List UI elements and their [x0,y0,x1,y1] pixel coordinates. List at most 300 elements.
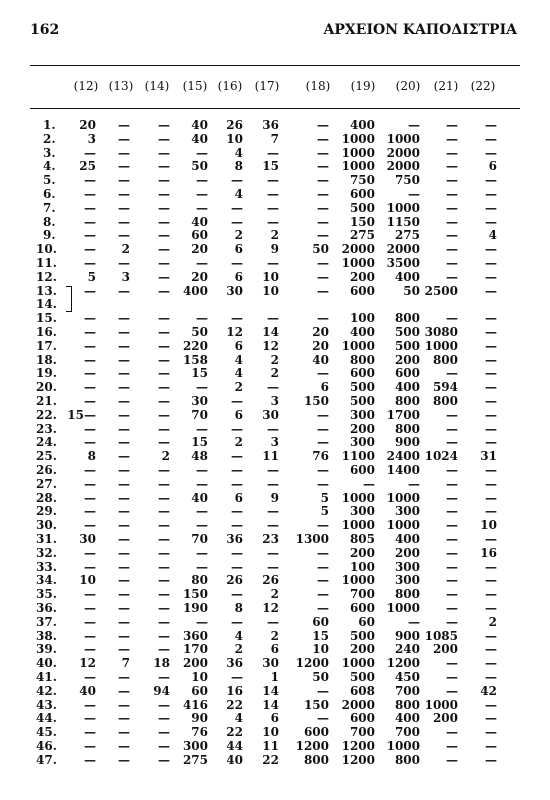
table-cell: 15 [191,366,208,381]
table-cell: — [118,559,130,574]
table-cell: 2 [234,435,243,450]
table-cell: — [317,145,329,160]
table-cell: — [485,697,497,712]
table-cell: 40 [312,352,329,367]
table-cell: 40 [79,683,96,698]
table-cell: 1000 [386,200,420,215]
table-cell: — [317,269,329,284]
table-cell: 6 [234,407,243,422]
table-cell: — [446,366,458,381]
table-cell: — [84,145,96,160]
table-cell: — [485,642,497,657]
table-cell: — [317,545,329,560]
table-cell: — [231,476,243,491]
table-cell: — [158,435,170,450]
table-cell: 12 [262,338,279,353]
table-cell: 158 [182,352,208,367]
table-cell: — [267,145,279,160]
table-cell: 30 [262,407,279,422]
table-cell: 2 [234,228,243,243]
table-cell: — [408,118,420,132]
table-cell: — [267,214,279,229]
row-label: 28. [36,490,57,505]
table-cell: — [118,131,130,146]
table-cell: 400 [349,325,375,339]
row-label: 39. [36,642,57,657]
table-cell: — [485,118,497,132]
table-cell: 2 [270,228,279,243]
table-cell: 300 [394,504,420,519]
column-header: (13) [108,79,134,93]
table-cell: 40 [226,752,243,767]
table-cell: 6 [234,269,243,284]
table-cell: 6 [320,380,329,395]
table-cell: — [118,670,130,684]
table-cell: 2000 [386,242,420,257]
table-cell: — [118,683,130,698]
table-cell: — [231,504,243,519]
table-cell: 2000 [386,145,420,160]
table-cell: 10 [79,573,96,588]
table-cell: — [84,587,96,602]
table-cell: — [231,449,243,464]
table-cell: — [485,338,497,353]
table-cell: — [196,559,208,574]
table-cell: — [267,256,279,270]
table-cell: — [317,214,329,229]
table-cell: — [84,711,96,726]
table-cell: 6 [234,338,243,353]
table-cell: — [231,587,243,602]
row-label: 31. [36,532,57,546]
table-cell: — [196,145,208,160]
table-cell: — [317,435,329,450]
row-label: 34. [36,573,57,588]
table-cell: — [485,311,497,326]
table-cell: — [84,394,96,408]
row-bracket [66,286,72,313]
table-cell: 4 [234,352,243,367]
table-cell: — [485,711,497,726]
table-cell: 800 [394,421,420,436]
table-cell: — [485,476,497,491]
row-label: 17. [36,338,57,353]
table-cell: — [485,187,497,201]
table-cell: — [446,587,458,602]
table-cell: — [446,407,458,422]
table-cell: 14 [262,697,279,712]
table-cell: 23 [262,532,279,546]
table-cell: 2000 [341,697,375,712]
table-cell: 700 [349,725,375,740]
table-cell: 190 [182,601,208,615]
table-cell: — [158,490,170,505]
table-cell: 9 [270,490,279,505]
table-cell: — [267,187,279,201]
table-cell: 36 [262,118,279,132]
row-label: 45. [36,725,57,740]
table-cell: 50 [191,159,208,174]
table-cell: — [84,380,96,395]
table-cell: — [317,131,329,146]
table-cell: 600 [349,463,375,477]
table-cell: 1200 [341,739,375,753]
table-cell: 3 [270,435,279,450]
table-cell: — [317,311,329,326]
table-cell: — [485,242,497,257]
table-cell: 16 [226,683,243,698]
table-cell: — [267,380,279,395]
table-cell: 94 [153,683,170,698]
row-label: 33. [36,559,57,574]
table-cell: 200 [349,269,375,284]
table-cell: — [158,256,170,270]
table-cell: 1000 [424,338,458,353]
table-cell: 26 [226,573,243,588]
table-cell: — [446,187,458,201]
table-cell: — [158,394,170,408]
table-cell: — [84,559,96,574]
table-cell: 40 [191,118,208,132]
table-cell: 150 [303,697,329,712]
table-cell: 3080 [424,325,458,339]
table-cell: — [118,159,130,174]
row-label: 25. [36,449,57,464]
table-cell: — [84,518,96,533]
row-label: 9. [43,228,56,243]
table-cell: — [158,407,170,422]
table-cell: 1200 [386,656,420,671]
table-cell: 1000 [386,490,420,505]
table-cell: — [84,352,96,367]
table-cell: — [158,421,170,436]
table-cell: — [317,518,329,533]
table-cell: — [231,311,243,326]
table-cell: — [118,739,130,753]
row-label: 4. [43,159,56,174]
table-cell: — [118,407,130,422]
table-cell: 600 [349,601,375,615]
table-cell: 1000 [424,697,458,712]
table-cell: — [84,670,96,684]
table-cell: — [485,752,497,767]
table-cell: — [118,256,130,270]
table-cell: — [118,352,130,367]
table-cell: 10 [191,670,208,684]
table-cell: 5 [320,504,329,519]
table-cell: — [158,697,170,712]
table-cell: — [118,642,130,657]
column-header: (16) [217,79,243,93]
table-cell: 10 [262,725,279,740]
table-cell: 9 [270,242,279,257]
table-cell: — [485,739,497,753]
row-label: 15. [36,311,57,326]
table-cell: — [158,214,170,229]
table-cell: — [196,187,208,201]
table-cell: 12 [79,656,96,671]
row-label: 16. [36,325,57,339]
row-label: 36. [36,601,57,615]
table-cell: — [446,656,458,671]
table-cell: — [446,242,458,257]
table-cell: — [446,118,458,132]
row-label: 35. [36,587,57,602]
table-cell: 60 [312,614,329,629]
table-cell: — [118,449,130,464]
table-cell: — [446,228,458,243]
table-cell: — [231,463,243,477]
table-cell: — [317,559,329,574]
table-cell: — [196,504,208,519]
table-cell: 8 [234,601,243,615]
table-cell: — [158,338,170,353]
table-cell: 3 [87,131,96,146]
table-cell: 400 [394,532,420,546]
table-cell: 5 [320,490,329,505]
table-cell: — [118,725,130,740]
table-cell: — [158,352,170,367]
table-cell: 400 [394,380,420,395]
table-cell: 900 [394,628,420,643]
table-cell: — [158,145,170,160]
table-cell: — [84,435,96,450]
table-cell: — [158,559,170,574]
table-cell: 10 [480,518,497,533]
table-cell: — [84,311,96,326]
table-cell: — [196,614,208,629]
table-cell: — [446,532,458,546]
table-cell: 500 [394,325,420,339]
table-cell: 20 [191,242,208,257]
table-cell: — [118,463,130,477]
table-cell: 80 [191,573,208,588]
table-cell: — [158,545,170,560]
table-cell: — [267,614,279,629]
table-cell: — [84,504,96,519]
table-cell: — [158,711,170,726]
table-cell: — [196,518,208,533]
table-cell: 2 [270,628,279,643]
table-cell: 10 [312,642,329,657]
table-cell: — [158,131,170,146]
table-cell: — [231,670,243,684]
page-title: ΑΡΧΕΙΟΝ ΚΑΠΟΔΙΣΤΡΙΑ [323,22,517,38]
table-cell: — [158,739,170,753]
table-cell: 500 [394,338,420,353]
table-cell: — [446,421,458,436]
table-cell: 5 [87,269,96,284]
table-cell: — [446,752,458,767]
table-cell: — [84,366,96,381]
table-cell: — [118,118,130,132]
table-cell: — [158,601,170,615]
table-cell: 6 [234,242,243,257]
table-cell: — [485,269,497,284]
table-cell: — [267,504,279,519]
table-cell: 6 [270,711,279,726]
table-cell: 1000 [341,656,375,671]
table-cell: 200 [349,421,375,436]
table-cell: — [446,545,458,560]
table-cell: — [84,338,96,353]
table-cell: 25 [79,159,96,174]
table-cell: — [317,421,329,436]
table-cell: — [446,683,458,698]
column-header: (20) [395,79,421,93]
table-cell: 11 [262,449,279,464]
row-label: 37. [36,614,57,629]
table-cell: 360 [182,628,208,643]
table-cell: — [158,366,170,381]
table-cell: 6 [270,642,279,657]
table-cell: — [118,614,130,629]
table-cell: — [446,214,458,229]
column-header: (17) [254,79,280,93]
table-cell: 6 [234,490,243,505]
table-cell: — [317,366,329,381]
table-cell: 800 [394,587,420,602]
table-cell: — [485,532,497,546]
table-cell: 800 [394,311,420,326]
table-cell: 3500 [386,256,420,270]
table-cell: — [408,614,420,629]
row-label: 7. [43,200,56,215]
table-cell: 1200 [295,739,329,753]
table-cell: 30 [226,283,243,298]
table-cell: — [84,214,96,229]
table-cell: — [446,670,458,684]
table-cell: — [485,173,497,188]
row-label: 10. [36,242,57,257]
table-cell: 1000 [386,739,420,753]
table-cell: 15 [312,628,329,643]
table-cell: — [408,476,420,491]
table-cell: — [118,711,130,726]
table-cell: 800 [303,752,329,767]
table-cell: 60 [191,683,208,698]
table-cell: — [485,490,497,505]
table-cell: 800 [432,394,458,408]
table-cell: 600 [349,283,375,298]
row-label: 41. [36,670,57,684]
table-cell: — [84,614,96,629]
table-cell: — [84,545,96,560]
table-cell: 7 [270,131,279,146]
table-cell: 700 [394,725,420,740]
table-cell: — [267,545,279,560]
table-cell: — [84,697,96,712]
table-cell: — [196,421,208,436]
table-cell: — [158,159,170,174]
table-cell: 1000 [341,256,375,270]
table-cell: 220 [182,338,208,353]
table-cell: 2 [488,614,497,629]
table-cell: — [84,752,96,767]
table-cell: 500 [349,200,375,215]
table-cell: — [158,642,170,657]
table-cell: — [196,256,208,270]
row-label: 44. [36,711,57,726]
table-cell: — [84,463,96,477]
row-label: 42. [36,683,57,698]
table-cell: 200 [394,352,420,367]
table-cell: — [158,725,170,740]
table-cell: 2400 [386,449,420,464]
table-cell: — [196,200,208,215]
table-cell: — [485,407,497,422]
table-cell: — [84,642,96,657]
table-cell: 800 [349,352,375,367]
table-cell: — [158,463,170,477]
table-cell: 6 [488,159,497,174]
table-cell: 10 [262,283,279,298]
table-cell: — [158,504,170,519]
row-label: 47. [36,752,57,767]
table-cell: — [118,532,130,546]
table-cell: 1200 [295,656,329,671]
table-cell: — [267,559,279,574]
table-cell: 750 [349,173,375,188]
table-cell: — [158,587,170,602]
table-cell: 60 [191,228,208,243]
table-cell: 800 [394,697,420,712]
table-cell: 1000 [341,145,375,160]
table-cell: 14 [262,325,279,339]
table-cell: — [363,476,375,491]
table-cell: — [446,131,458,146]
table-cell: 1000 [341,159,375,174]
table-cell: — [317,683,329,698]
column-header: (12) [73,79,99,93]
table-cell: 70 [191,407,208,422]
table-cell: 16 [480,545,497,560]
table-cell: — [446,573,458,588]
table-cell: 240 [394,642,420,657]
row-label: 2. [43,131,56,146]
table-cell: — [158,325,170,339]
table-cell: 30 [191,394,208,408]
table-cell: 4 [234,628,243,643]
table-cell: — [485,352,497,367]
row-label: 1. [43,118,56,132]
table-cell: 400 [394,711,420,726]
table-cell: — [485,366,497,381]
table-cell: — [317,200,329,215]
table-cell: 300 [349,504,375,519]
table-cell: — [118,173,130,188]
table-cell: — [196,545,208,560]
table-cell: — [196,476,208,491]
table-cell: — [317,187,329,201]
row-label: 3. [43,145,56,160]
table-cell: 200 [394,545,420,560]
table-cell: — [446,490,458,505]
table-cell: — [118,200,130,215]
table-cell: — [158,269,170,284]
column-header: (15) [182,79,208,93]
table-cell: 150 [303,394,329,408]
table-cell: — [118,573,130,588]
table-cell: — [446,463,458,477]
table-cell: 30 [262,656,279,671]
table-top-rule [30,65,520,66]
table-cell: — [267,463,279,477]
row-label: 20. [36,380,57,395]
table-cell: 2 [234,642,243,657]
table-cell: 200 [432,642,458,657]
table-cell: — [485,587,497,602]
